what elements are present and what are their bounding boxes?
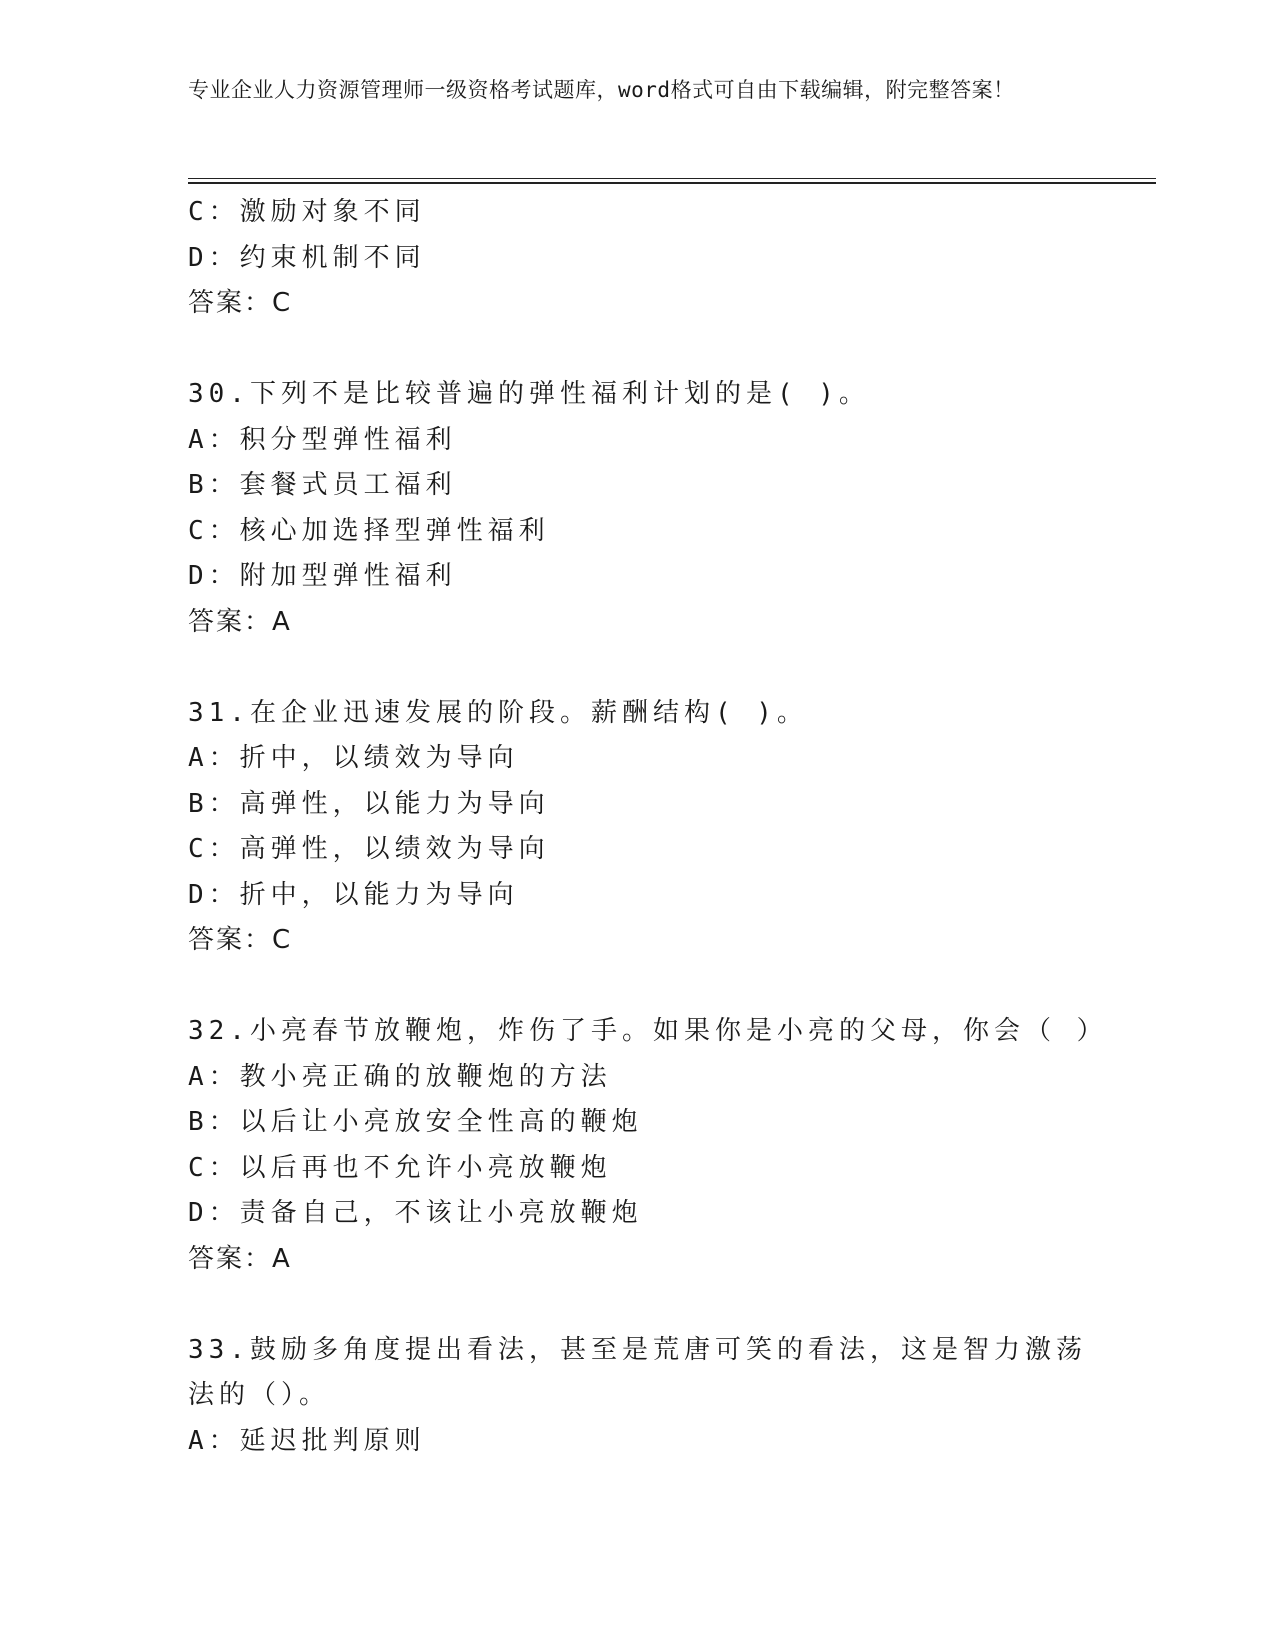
option-c: C：激励对象不同 [188, 197, 426, 227]
option-c: C：核心加选择型弹性福利 [188, 515, 550, 546]
question-stem: 33.鼓励多角度提出看法，甚至是荒唐可笑的看法，这是智力激荡法的（）。 [188, 1334, 1087, 1410]
question-list [188, 190, 1108, 1464]
option-b: B：套餐式员工福利 [188, 470, 457, 500]
option-b: B：以后让小亮放安全性高的鞭炮 [188, 1107, 643, 1137]
spacer [188, 964, 1088, 1010]
option-a: A：教小亮正确的放鞭炮的方法 [188, 1061, 612, 1092]
option-d: D：附加型弹性福利 [188, 561, 457, 591]
option-a: A：积分型弹性福利 [188, 424, 457, 455]
header-rule-thin [188, 178, 1156, 179]
option-b: B：高弹性，以能力为导向 [188, 788, 550, 819]
answer-line: 答案：A [188, 606, 292, 637]
spacer [188, 327, 1088, 373]
option-a: A：折中，以绩效为导向 [188, 743, 519, 773]
question-stem: 32.小亮春节放鞭炮，炸伤了手。如果你是小亮的父母，你会（ ） [188, 1016, 1108, 1046]
spacer [188, 645, 1088, 691]
answer-line: 答案：A [188, 1243, 292, 1274]
header-rule-thick [188, 182, 1156, 184]
option-c: C：高弹性，以绩效为导向 [188, 834, 550, 864]
option-d: D：责备自己，不该让小亮放鞭炮 [188, 1198, 643, 1228]
answer-line: 答案：C [188, 925, 293, 955]
option-c: C：以后再也不允许小亮放鞭炮 [188, 1152, 612, 1183]
option-a: A：延迟批判原则 [188, 1425, 426, 1456]
document-header: 专业企业人力资源管理师一级资格考试题库，word格式可自由下载编辑，附完整答案！ [188, 78, 1015, 102]
question-stem: 30.下列不是比较普遍的弹性福利计划的是( )。 [188, 379, 870, 409]
spacer [188, 1282, 1088, 1328]
question-stem: 31.在企业迅速发展的阶段。薪酬结构( )。 [188, 697, 808, 728]
option-d: D：折中，以能力为导向 [188, 879, 519, 910]
option-d: D：约束机制不同 [188, 242, 426, 273]
answer-line: 答案：C [188, 288, 293, 318]
